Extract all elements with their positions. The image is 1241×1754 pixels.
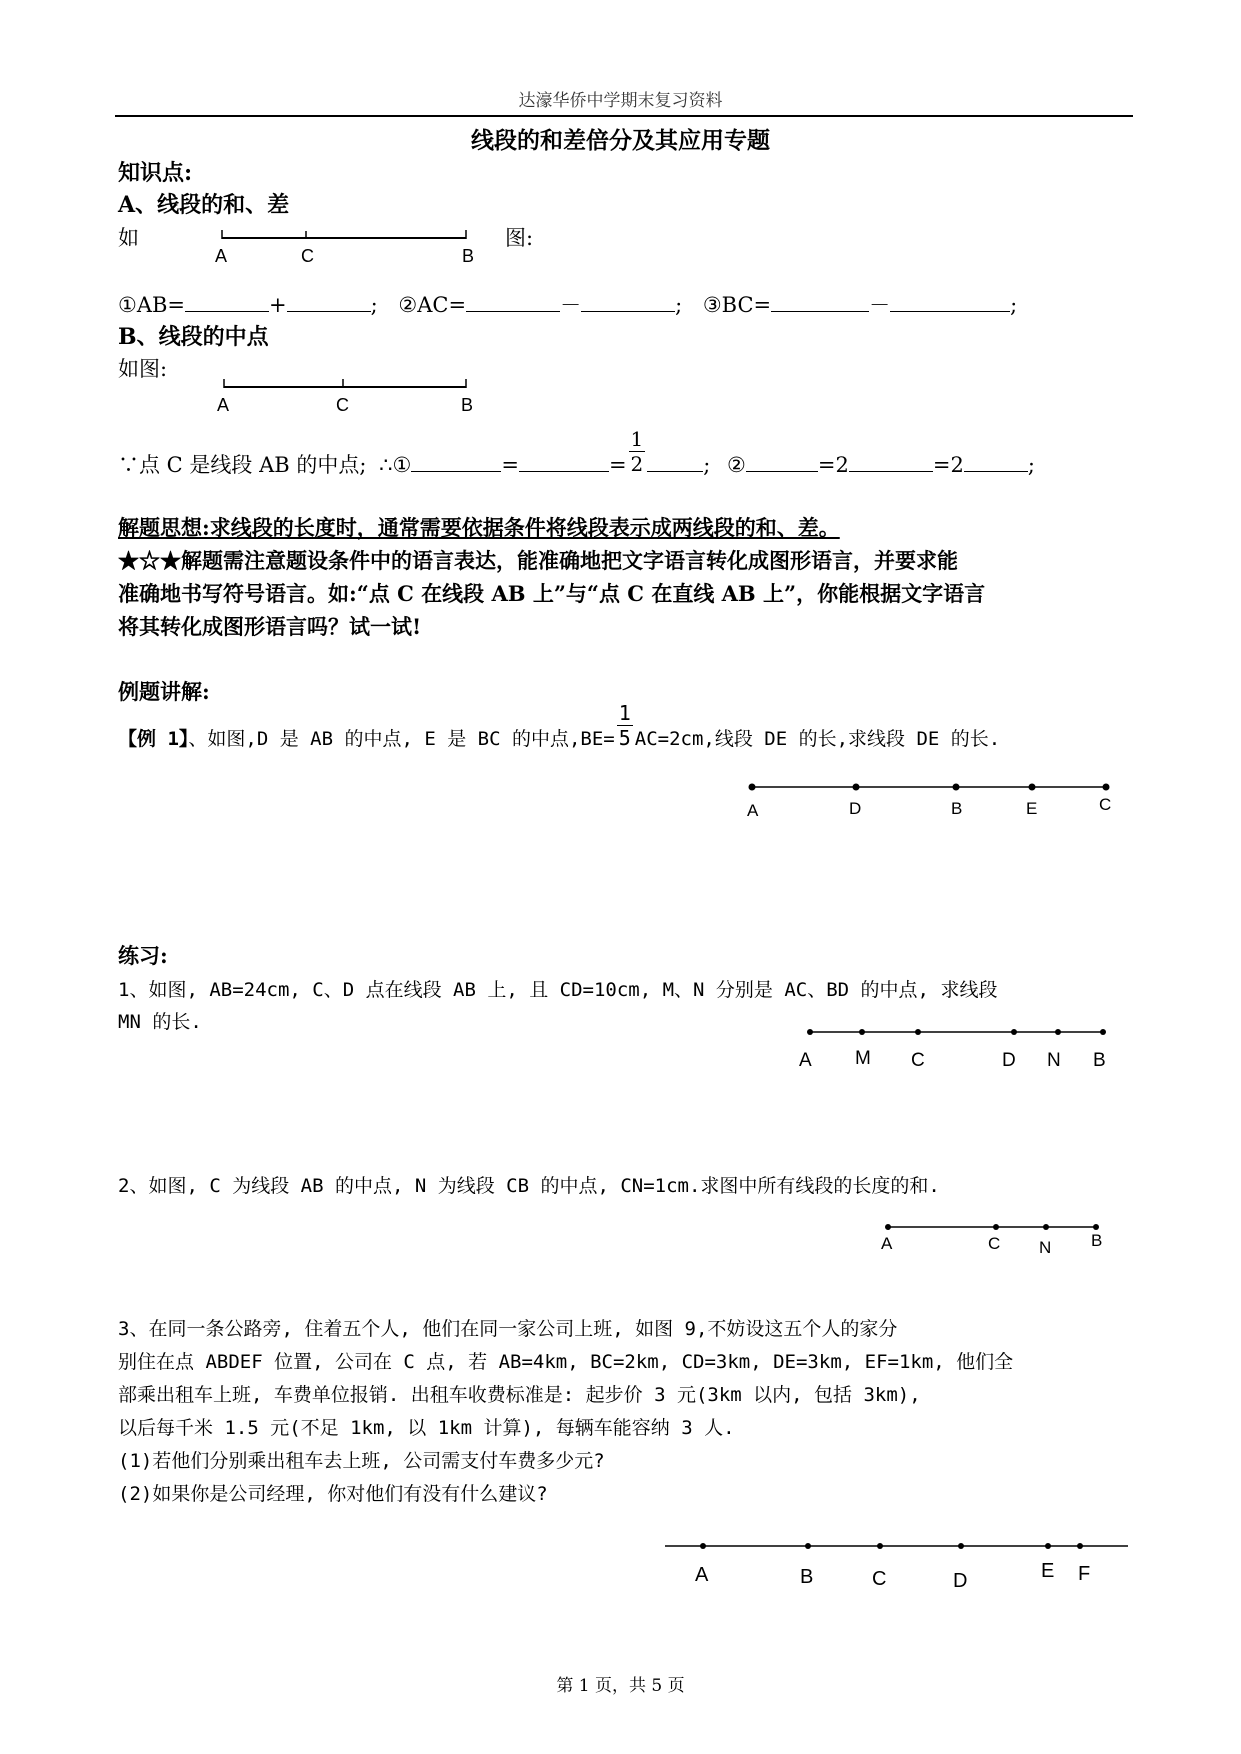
midpoint-statement: ∵点 C 是线段 AB 的中点; ∴① = = $\frac{1}{2}$ ; ② =2 =2 ;: [118, 427, 1035, 477]
label-d: D: [953, 1570, 968, 1592]
label-c: C: [911, 1050, 925, 1071]
practice-3-line-2: 别住在点 ABDEF 位置, 公司在 C 点, 若 AB=4km, BC=2km, CD=3km, DE=3km, EF=1km, 他们全: [118, 1351, 1014, 1373]
practice-1-line-2: MN 的长.: [118, 1011, 202, 1033]
label-n: N: [1047, 1050, 1061, 1071]
label-c: C: [872, 1568, 887, 1590]
section-a-heading: A、线段的和、差: [118, 192, 290, 218]
example-1: 【例 1】、如图,D 是 AB 的中点, E 是 BC 的中点,BE= $\frac{1}{5}$ AC=2cm,线段 DE 的长,求线段 DE 的长.: [118, 701, 1001, 750]
section-b-caption: 如图:: [118, 357, 168, 381]
label-b: B: [1091, 1231, 1103, 1250]
page-title: 线段的和差倍分及其应用专题: [471, 127, 770, 154]
label-n: N: [1039, 1238, 1052, 1257]
practice-heading: 练习:: [118, 943, 168, 968]
label-b: B: [951, 799, 963, 818]
label-b: B: [461, 395, 474, 415]
note-line-1: ★☆★解题需注意题设条件中的语言表达，能准确地把文字语言转化成图形语言，并要求能: [118, 548, 958, 573]
section-b-heading: B、线段的中点: [118, 324, 269, 350]
label-a: A: [799, 1050, 812, 1071]
label-a: A: [695, 1564, 709, 1586]
label-c: C: [988, 1234, 1001, 1253]
label-a: A: [217, 395, 230, 415]
section-a-questions: ①AB= + ; ②AC= － ; ③BC= － ;: [118, 293, 1018, 317]
practice-3-line-4: 以后每千米 1.5 元(不足 1km, 以 1km 计算), 每辆车能容纳 3 人.: [118, 1417, 735, 1439]
practice-3-question-1: (1)若他们分别乘出租车去上班, 公司需支付车费多少元?: [118, 1450, 605, 1472]
label-c: C: [1099, 795, 1112, 814]
label-b: B: [800, 1566, 814, 1588]
label-e: E: [1041, 1560, 1055, 1582]
label-a: A: [881, 1234, 893, 1253]
label-c: C: [301, 246, 314, 266]
practice-3-line-1: 3、在同一条公路旁, 住着五个人, 他们在同一家公司上班, 如图 9,不妨设这五个人的家分: [118, 1318, 898, 1340]
practice-3-line-3: 部乘出租车上班, 车费单位报销. 出租车收费标准是: 起步价 3 元(3km 以内, 包括 3km),: [118, 1384, 921, 1406]
section-a-caption-left: 如: [118, 226, 139, 250]
section-a-caption-right: 图:: [505, 226, 534, 250]
practice-1-line-1: 1、如图, AB=24cm, C、D 点在线段 AB 上, 且 CD=10cm, M、N 分别是 AC、BD 的中点, 求线段: [118, 979, 998, 1001]
label-a: A: [747, 801, 759, 820]
page-footer: 第 1 页，共 5 页: [556, 1676, 685, 1696]
label-d: D: [849, 799, 862, 818]
label-d: D: [1002, 1050, 1016, 1071]
label-b: B: [462, 246, 475, 266]
knowledge-heading: 知识点:: [118, 160, 193, 186]
practice-3-question-2: (2)如果你是公司经理, 你对他们有没有什么建议?: [118, 1483, 548, 1505]
label-e: E: [1026, 799, 1038, 818]
label-a: A: [215, 246, 228, 266]
label-m: M: [855, 1048, 871, 1069]
examples-heading: 例题讲解:: [118, 679, 210, 704]
label-c: C: [336, 395, 349, 415]
thinking-note: 解题思想:求线段的长度时，通常需要依据条件将线段表示成两线段的和、差。: [118, 515, 840, 540]
label-b: B: [1093, 1050, 1106, 1071]
label-f: F: [1078, 1563, 1091, 1585]
page-header: 达濠华侨中学期末复习资料: [518, 91, 723, 111]
practice-2-line: 2、如图, C 为线段 AB 的中点, N 为线段 CB 的中点, CN=1cm.求图中所有线段的长度的和.: [118, 1175, 940, 1197]
note-line-2: 准确地书写符号语言。如:“点 C 在线段 AB 上”与“点 C 在直线 AB 上”，你能根据文字语言: [118, 581, 986, 606]
note-line-3: 将其转化成图形语言吗？试一试!: [118, 614, 422, 639]
